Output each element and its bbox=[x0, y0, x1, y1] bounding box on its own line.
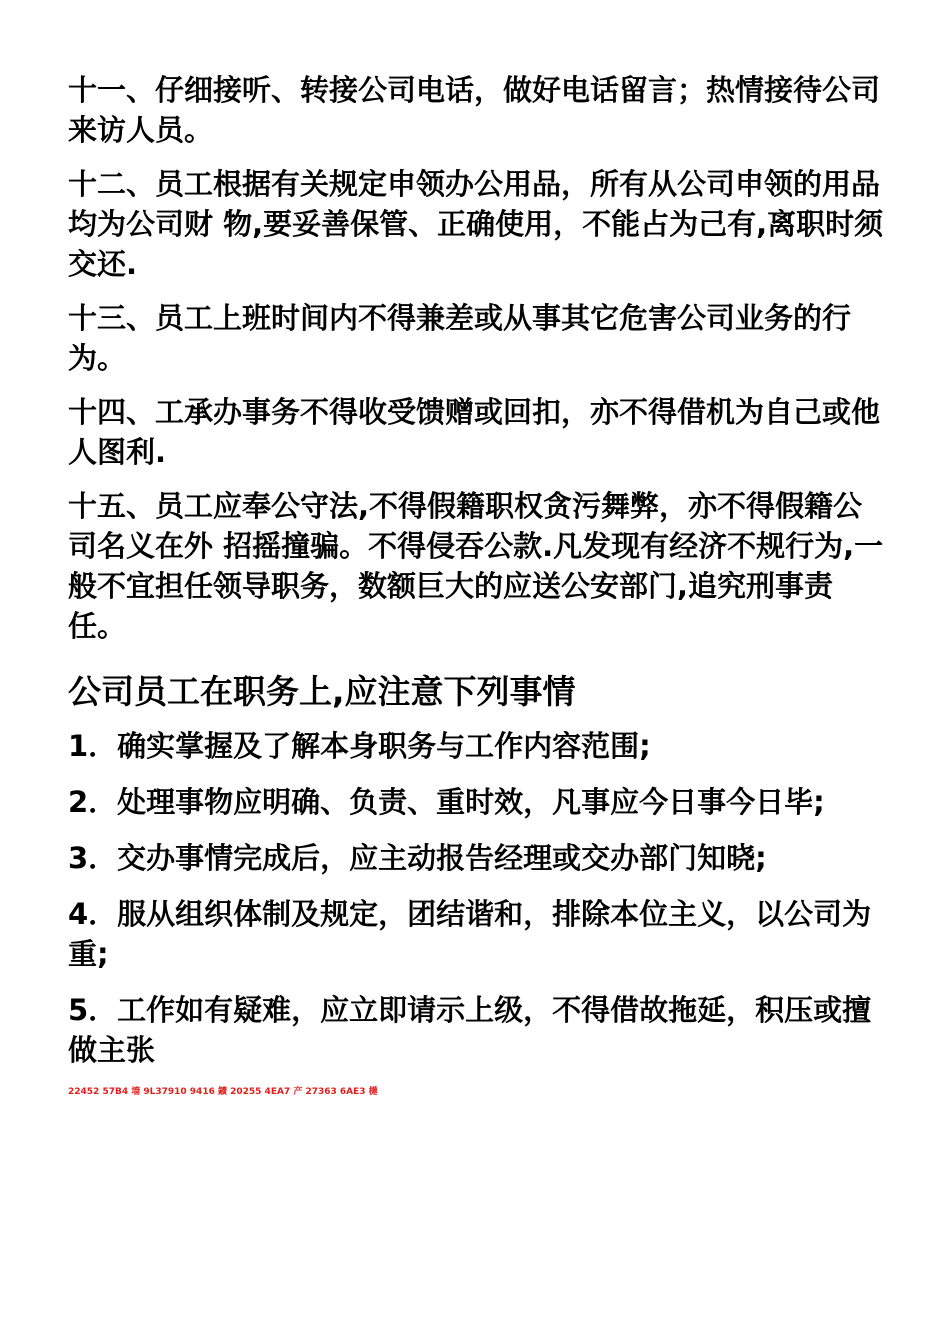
footer-code: 22452 57B4 墙 9L37910 9416 鑛 20255 4EA7 产 27363 6AE3 櫣 bbox=[68, 1087, 378, 1097]
duty-item-3: 3．交办事情完成后，应主动报告经理或交办部门知晓; bbox=[68, 841, 767, 875]
rule-13: 十三、员工上班时间内不得兼差或从事其它危害公司业务的行为。 bbox=[68, 301, 852, 375]
duty-item-5: 5．工作如有疑难，应立即请示上级，不得借故拖延，积压或擅做主张 bbox=[68, 993, 872, 1067]
document-page bbox=[68, 70, 888, 1098]
rule-15: 十五、员工应奉公守法,不得假籍职权贪污舞弊，亦不得假籍公司名义在外 招摇撞骗。不得侵吞公款.凡发现有经济不规行为,一般不宜担任领导职务，数额巨大的应送公安部门,追究刑事责任。 bbox=[68, 489, 884, 643]
duty-item-2: 2．处理事物应明确、负责、重时效，凡事应今日事今日毕; bbox=[68, 785, 825, 819]
duty-item-4: 4．服从组织体制及规定，团结谐和，排除本位主义，以公司为重; bbox=[68, 897, 872, 971]
rule-11: 十一、仔细接听、转接公司电话，做好电话留言；热情接待公司来访人员。 bbox=[68, 73, 881, 147]
rule-12: 十二、员工根据有关规定申领办公用品，所有从公司申领的用品均为公司财 物,要妥善保管、正确使用，不能占为己有,离职时须交还. bbox=[68, 167, 884, 281]
section-heading: 公司员工在职务上,应注意下列事情 bbox=[68, 672, 576, 711]
rule-14: 十四、工承办事务不得收受馈赠或回扣，亦不得借机为自己或他人图利. bbox=[68, 395, 881, 469]
duty-item-1: 1．确实掌握及了解本身职务与工作内容范围; bbox=[68, 729, 651, 763]
